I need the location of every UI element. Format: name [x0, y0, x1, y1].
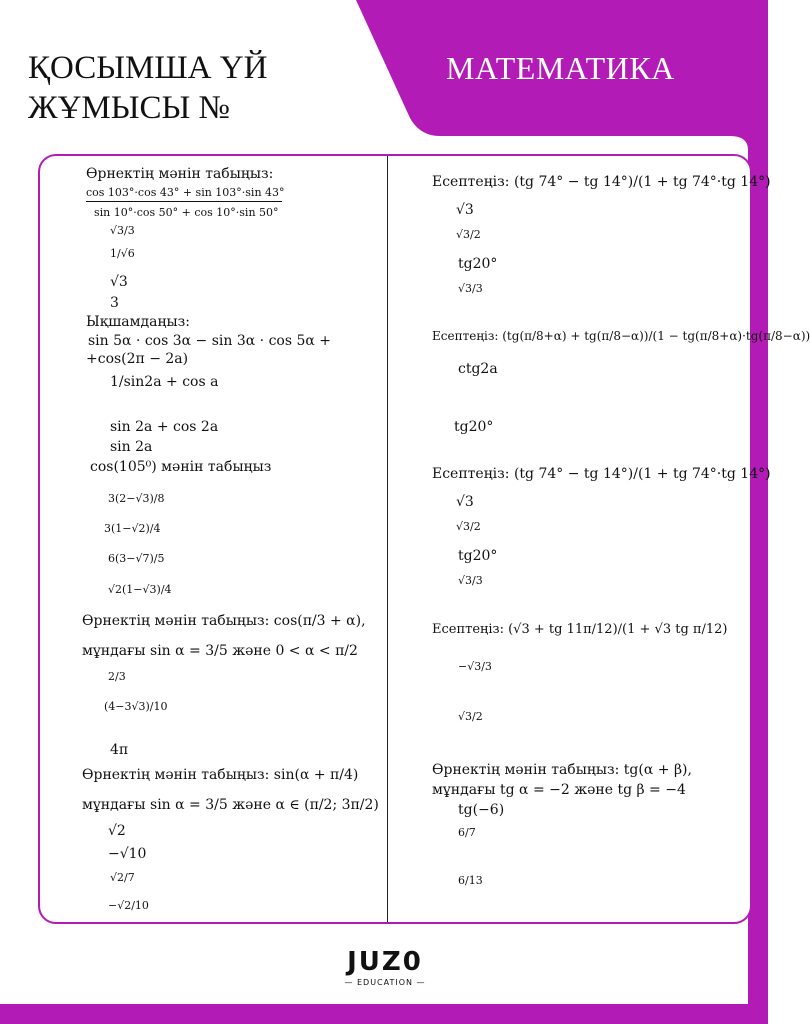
answer-option: tg20°: [458, 548, 498, 564]
answer-option: √3/2: [456, 520, 481, 533]
question-text: Есептеңіз: (tg 74° − tg 14°)/(1 + tg 74°·tg 14°): [432, 466, 771, 482]
answer-option: −√3/3: [458, 660, 492, 673]
fraction-line: [86, 201, 282, 202]
answer-option: √3/3: [110, 224, 135, 237]
answer-option: 3(2−√3)/8: [108, 492, 165, 505]
answer-option: √2/7: [110, 871, 135, 884]
answer-option: √3: [456, 202, 474, 218]
answer-option: ctg2a: [458, 361, 498, 377]
question-text: Есептеңіз: (√3 + tg 11π/12)/(1 + √3 tg π/12): [432, 622, 728, 637]
expression: sin 5α · cos 3α − sin 3α · cos 5α +: [88, 333, 332, 349]
column-divider: [387, 156, 388, 922]
logo-wordmark: JUZ0: [347, 947, 423, 977]
answer-option: √3: [456, 494, 474, 510]
answer-option: 2/3: [108, 670, 126, 683]
page-title: ҚОСЫМША ҮЙ ЖҰМЫСЫ №: [28, 50, 268, 126]
question-text: Есептеңіз: (tg 74° − tg 14°)/(1 + tg 74°·tg 14°): [432, 174, 771, 190]
answer-option: sin 2a + cos 2a: [110, 419, 219, 435]
answer-option: √2: [108, 823, 126, 839]
answer-option: 6/13: [458, 874, 483, 887]
question-text: Өрнектің мәнін табыңыз: sin(α + π/4): [82, 767, 359, 783]
question-text: Ықшамдаңыз:: [86, 314, 190, 330]
logo-subtitle: — EDUCATION —: [344, 978, 426, 987]
answer-option: −√2/10: [108, 899, 149, 912]
answer-option: √3/2: [456, 228, 481, 241]
question-text: Өрнектің мәнін табыңыз:: [86, 166, 274, 182]
answer-option: tg20°: [454, 419, 494, 435]
content-card: [38, 154, 810, 924]
brand-logo: [339, 948, 431, 987]
expression: +cos(2π − 2a): [86, 351, 189, 367]
answer-option: 3: [110, 295, 119, 311]
answer-option: √3/2: [458, 710, 483, 723]
answer-option: √2(1−√3)/4: [108, 583, 172, 596]
expression-denominator: sin 10°·cos 50° + cos 10°·sin 50°: [94, 206, 279, 219]
question-condition: мұндағы sin α = 3/5 және α ∈ (π/2; 3π/2): [82, 797, 379, 813]
answer-option: (4−3√3)/10: [104, 700, 168, 713]
question-condition: мұндағы sin α = 3/5 және 0 < α < π/2: [82, 643, 358, 659]
question-text: Өрнектің мәнін табыңыз: tg(α + β),: [432, 762, 692, 778]
answer-option: √3/3: [458, 282, 483, 295]
answer-option: 6(3−√7)/5: [108, 552, 165, 565]
question-text: Өрнектің мәнін табыңыз: cos(π/3 + α),: [82, 613, 366, 629]
answer-option: 1/sin2a + cos a: [110, 374, 219, 390]
answer-option: sin 2a: [110, 439, 153, 455]
subject-title: МАТЕМАТИКА: [446, 50, 675, 86]
expression-numerator: cos 103°·cos 43° + sin 103°·sin 43°: [86, 186, 285, 199]
answer-option: −√10: [108, 846, 147, 862]
answer-option: tg20°: [458, 256, 498, 272]
answer-option: tg(−6): [458, 802, 505, 818]
question-text: cos(105⁰) мәнін табыңыз: [90, 459, 272, 475]
answer-option: 6/7: [458, 826, 476, 839]
answer-option: 4π: [110, 742, 129, 758]
answer-option: √3: [110, 274, 128, 290]
answer-option: 3(1−√2)/4: [104, 522, 161, 535]
question-text: Есептеңіз: (tg(π/8+α) + tg(π/8−α))/(1 − tg(π/8+α)·tg(π/8−α)): [432, 329, 810, 343]
answer-option: 1/√6: [110, 247, 135, 260]
answer-option: √3/3: [458, 574, 483, 587]
question-condition: мұндағы tg α = −2 және tg β = −4: [432, 782, 686, 798]
